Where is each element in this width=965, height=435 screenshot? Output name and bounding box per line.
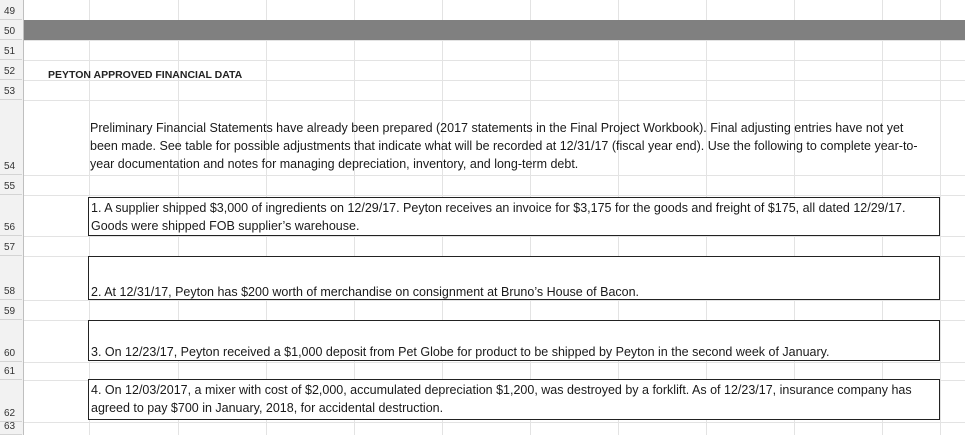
column-gridline <box>940 0 941 435</box>
adjustment-item-3[interactable] <box>88 320 940 361</box>
row-gridline <box>24 40 965 41</box>
row-header-54[interactable]: 54 <box>0 100 22 175</box>
section-title-cell[interactable]: PEYTON APPROVED FINANCIAL DATA <box>48 69 243 81</box>
adjustment-item-1[interactable] <box>88 197 940 236</box>
row-header-62[interactable]: 62 <box>0 380 22 422</box>
row-gridline <box>24 175 965 176</box>
row-gridline <box>24 60 965 61</box>
intro-paragraph-cell[interactable]: Preliminary Financial Statements have already been prepared (2017 statements in the Final Project Workbook). Final adjusting entries have not yet been made. See table for possible adjustments that indicate what will be recorded at 12/31/17 (fiscal year end). Use the following to complete year-to-year documentation and notes for managing depreciation, inventory, and long-term debt. <box>90 121 918 171</box>
row-header-52[interactable]: 52 <box>0 60 22 80</box>
adjustment-item-2-text: 2. At 12/31/17, Peyton has $200 worth of merchandise on consignment at Bruno’s House of Bacon. <box>91 285 640 299</box>
row-header-49[interactable]: 49 <box>0 0 22 20</box>
row-header-63[interactable]: 63 <box>0 422 22 435</box>
row-header-51[interactable]: 51 <box>0 40 22 60</box>
row-header-57[interactable]: 57 <box>0 236 22 256</box>
row-gridline <box>24 100 965 101</box>
adjustment-item-2[interactable] <box>88 256 940 300</box>
row-headers <box>0 0 24 435</box>
row-header-55[interactable]: 55 <box>0 175 22 195</box>
adjustment-item-1-text: 1. A supplier shipped $3,000 of ingredients on 12/29/17. Peyton receives an invoice for $3,175 for the goods and freight of $175, all dated 12/29/17. Goods were shipped FOB supplier’s warehouse. <box>91 201 906 233</box>
row-gridline <box>24 422 965 423</box>
adjustment-item-3-text: 3. On 12/23/17, Peyton received a $1,000 deposit from Pet Globe for product to be shipped by Peyton in the second week of January. <box>91 345 830 359</box>
row-gridline <box>24 362 965 363</box>
header-banner-row <box>24 20 965 40</box>
adjustment-item-4-text: 4. On 12/03/2017, a mixer with cost of $2,000, accumulated depreciation $1,200, was destroyed by a forklift. As of 12/23/17, insurance company has agreed to pay $700 in January, 2018, for accidental destruction. <box>91 383 912 415</box>
row-header-56[interactable]: 56 <box>0 195 22 236</box>
row-header-60[interactable]: 60 <box>0 320 22 362</box>
row-header-58[interactable]: 58 <box>0 256 22 300</box>
row-header-50[interactable]: 50 <box>0 20 22 40</box>
row-header-53[interactable]: 53 <box>0 80 22 100</box>
adjustment-item-4[interactable] <box>88 379 940 420</box>
row-gridline <box>24 236 965 237</box>
row-header-59[interactable]: 59 <box>0 300 22 320</box>
row-gridline <box>24 195 965 196</box>
row-header-61[interactable]: 61 <box>0 362 22 380</box>
